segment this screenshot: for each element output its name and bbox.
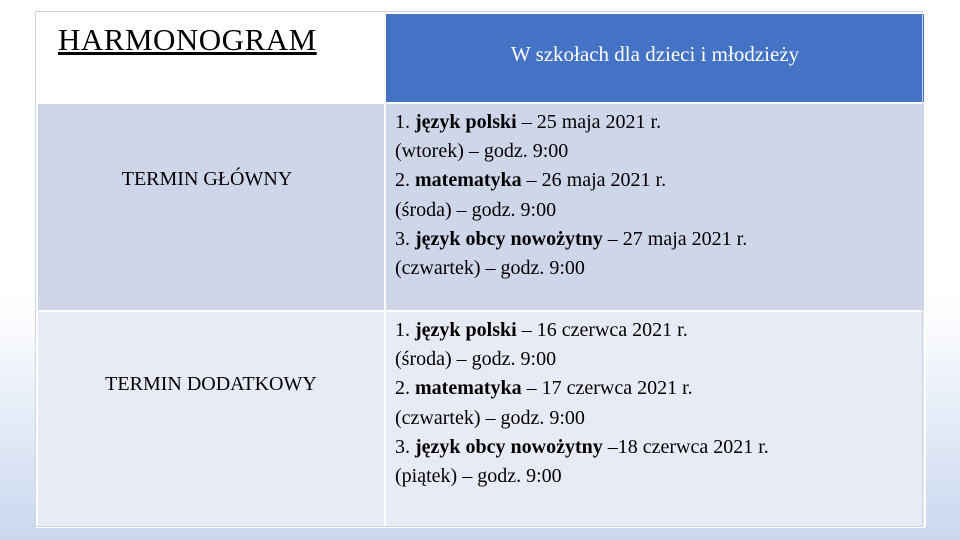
- exam-date-time: – 27 maja 2021 r.: [602, 227, 748, 250]
- schedule-line: [395, 316, 924, 345]
- exam-subject: język obcy nowożytny: [415, 435, 603, 458]
- exam-date-time: (środa) – godz. 9:00: [395, 198, 557, 221]
- line-number: 3.: [395, 227, 415, 250]
- main-term-details: [386, 104, 924, 283]
- main-term-label: TERMIN GŁÓWNY: [121, 167, 293, 190]
- header-subtitle-cell: [385, 13, 925, 103]
- line-number: 2.: [395, 377, 415, 400]
- header-row: [37, 13, 925, 103]
- line-number: 1.: [395, 319, 415, 341]
- schedule-line: [395, 108, 924, 137]
- additional-term-details: [386, 312, 924, 491]
- schedule-line: [395, 462, 924, 491]
- line-number: 2.: [395, 169, 415, 192]
- exam-date-time: –18 czerwca 2021 r.: [602, 435, 769, 458]
- additional-term-details-cell: [385, 311, 925, 527]
- schedule-line: [395, 254, 924, 283]
- exam-subject: matematyka: [415, 377, 522, 400]
- schedule-table: [36, 12, 926, 528]
- schedule-line: [395, 166, 924, 195]
- page-title: HARMONOGRAM: [58, 22, 317, 57]
- additional-term-label: TERMIN DODATKOWY: [105, 372, 317, 395]
- exam-subject: matematyka: [415, 169, 522, 192]
- exam-date-time: – 16 czerwca 2021 r.: [516, 319, 688, 341]
- additional-term-label-cell: [37, 311, 385, 527]
- schedule-line: [395, 137, 924, 166]
- schedule-line: [395, 225, 924, 254]
- exam-date-time: – 17 czerwca 2021 r.: [521, 377, 693, 400]
- exam-date-time: (środa) – godz. 9:00: [395, 348, 557, 371]
- exam-date-time: – 26 maja 2021 r.: [521, 169, 667, 192]
- main-term-details-cell: [385, 103, 925, 311]
- exam-date-time: (czwartek) – godz. 9:00: [395, 406, 585, 429]
- table-row-main-term: [37, 103, 925, 311]
- schedule-line: [395, 404, 924, 433]
- line-number: 1.: [395, 111, 415, 133]
- header-subtitle: W szkołach dla dzieci i młodzieży: [510, 41, 800, 66]
- schedule-line: [395, 345, 924, 374]
- exam-date-time: – 25 maja 2021 r.: [516, 111, 662, 133]
- main-term-label-cell: [37, 103, 385, 311]
- exam-subject: język obcy nowożytny: [415, 227, 603, 250]
- line-number: 3.: [395, 435, 415, 458]
- exam-date-time: (piątek) – godz. 9:00: [395, 465, 562, 488]
- header-title-cell: [37, 13, 385, 103]
- exam-date-time: (czwartek) – godz. 9:00: [395, 257, 585, 280]
- table-row-additional-term: [37, 311, 925, 527]
- schedule-line: [395, 374, 924, 403]
- exam-subject: język polski: [415, 111, 517, 133]
- schedule-line: [395, 196, 924, 225]
- exam-subject: język polski: [415, 319, 517, 341]
- exam-date-time: (wtorek) – godz. 9:00: [395, 140, 569, 163]
- schedule-line: [395, 433, 924, 462]
